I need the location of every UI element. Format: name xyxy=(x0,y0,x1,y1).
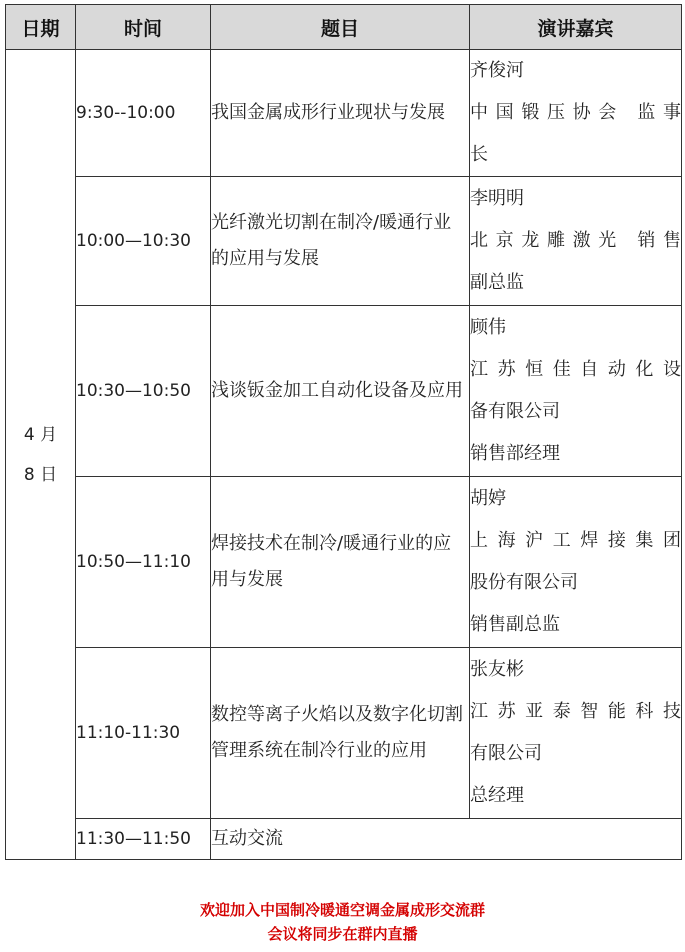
footer-line-1: 欢迎加入中国制冷暖通空调金属成形交流群 xyxy=(199,901,485,919)
speaker-org: 北京龙雕激光 销售 xyxy=(470,230,681,251)
time-cell: 9:30--10:00 xyxy=(76,50,211,177)
time-cell: 10:00—10:30 xyxy=(76,177,211,306)
time-cell: 11:10-11:30 xyxy=(76,648,211,819)
date-month: 4 月 xyxy=(23,424,58,445)
topic-cell: 我国金属成形行业现状与发展 xyxy=(211,50,470,177)
speaker-cell xyxy=(470,477,682,648)
schedule-table xyxy=(5,4,682,860)
speaker-cell xyxy=(470,306,682,477)
header-date: 日期 xyxy=(6,5,76,50)
speaker-org-cont: 备有限公司 xyxy=(470,401,560,422)
speaker-org-cont: 股份有限公司 xyxy=(470,572,578,593)
speaker-org: 上海沪工焊接集团 xyxy=(470,530,681,551)
speaker-name: 齐俊河 xyxy=(470,60,524,81)
header-topic: 题目 xyxy=(211,5,470,50)
time-cell: 10:30—10:50 xyxy=(76,306,211,477)
speaker-title: 长 xyxy=(470,144,488,165)
time-cell: 10:50—11:10 xyxy=(76,477,211,648)
header-speaker: 演讲嘉宾 xyxy=(470,5,682,50)
topic-cell: 浅谈钣金加工自动化设备及应用 xyxy=(211,306,470,477)
table-row xyxy=(6,177,682,306)
date-day: 8 日 xyxy=(23,464,58,485)
time-cell: 11:30—11:50 xyxy=(76,819,211,860)
speaker-cell xyxy=(470,50,682,177)
topic-cell: 数控等离子火焰以及数字化切割管理系统在制冷行业的应用 xyxy=(211,648,470,819)
table-row xyxy=(6,50,682,177)
speaker-name: 张友彬 xyxy=(470,659,524,680)
topic-cell: 焊接技术在制冷/暖通行业的应用与发展 xyxy=(211,477,470,648)
speaker-title: 销售副总监 xyxy=(470,614,560,635)
speaker-title: 销售部经理 xyxy=(470,443,560,464)
table-row xyxy=(6,477,682,648)
speaker-cell xyxy=(470,648,682,819)
speaker-title: 副总监 xyxy=(470,272,524,293)
speaker-name: 李明明 xyxy=(470,188,524,209)
speaker-org: 江苏亚泰智能科技 xyxy=(470,701,681,722)
header-time: 时间 xyxy=(76,5,211,50)
topic-cell: 互动交流 xyxy=(211,819,682,860)
footer-line-2: 会议将同步在群内直播 xyxy=(267,925,418,943)
topic-cell: 光纤激光切割在制冷/暖通行业的应用与发展 xyxy=(211,177,470,306)
date-cell xyxy=(6,50,76,860)
table-row xyxy=(6,648,682,819)
table-header-row xyxy=(6,5,682,50)
speaker-org-cont: 有限公司 xyxy=(470,743,542,764)
speaker-name: 胡婷 xyxy=(470,488,506,509)
table-row xyxy=(6,306,682,477)
speaker-org: 中国锻压协会 监事 xyxy=(470,102,681,123)
speaker-org: 江苏恒佳自动化设 xyxy=(470,359,681,380)
footer-notice xyxy=(0,898,685,946)
table-row xyxy=(6,819,682,860)
speaker-title: 总经理 xyxy=(470,785,524,806)
speaker-name: 顾伟 xyxy=(470,317,506,338)
speaker-cell xyxy=(470,177,682,306)
